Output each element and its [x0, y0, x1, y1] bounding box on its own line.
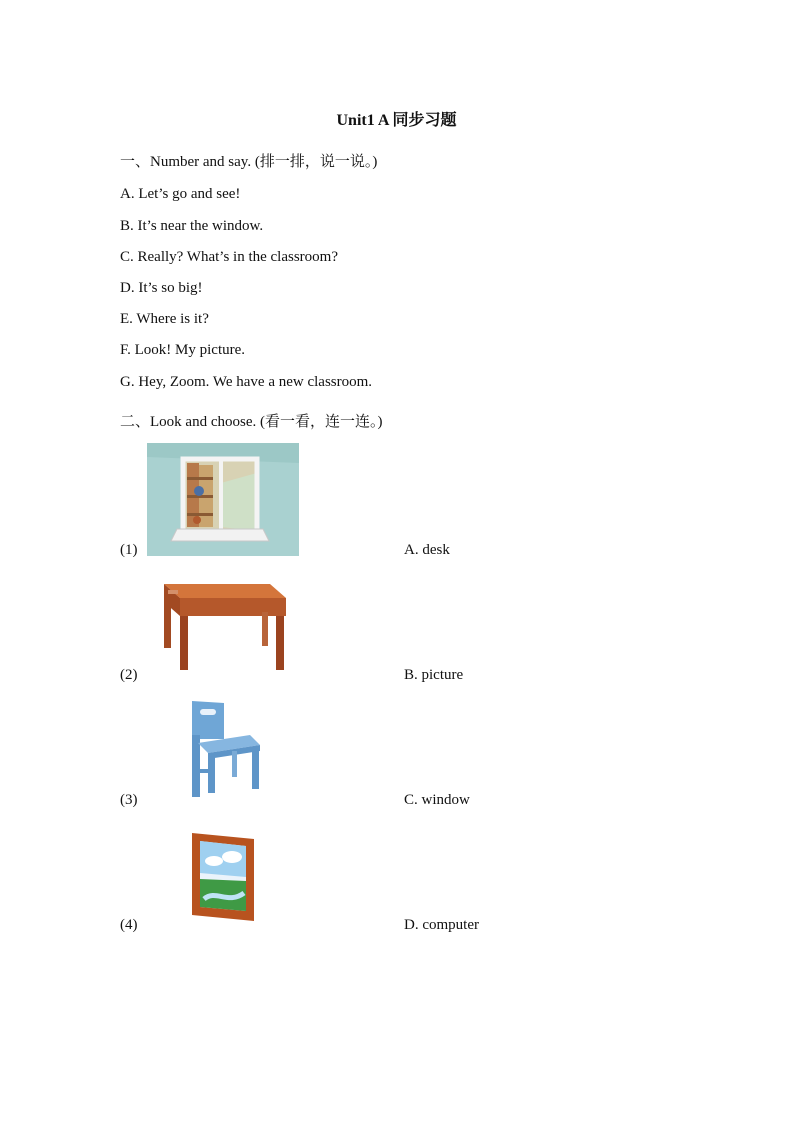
desk-picture — [158, 582, 290, 672]
item-1-number: (1) — [120, 542, 138, 558]
sentence-a: A. Let’s go and see! — [120, 186, 241, 202]
sentence-f: F. Look! My picture. — [120, 342, 246, 358]
item-3-number: (3) — [120, 792, 138, 808]
option-a: A. desk — [404, 542, 450, 558]
option-b: B. picture — [404, 667, 464, 683]
sentence-d: D. It’s so big! — [120, 280, 203, 296]
option-d: D. computer — [404, 917, 479, 933]
section-1-heading: 一、Number and say. (排一排，说一说。) — [120, 154, 378, 170]
option-c: C. window — [404, 792, 470, 808]
sentence-g: G. Hey, Zoom. We have a new classroom. — [120, 374, 373, 390]
page-title: Unit1 A 同步习题 — [336, 112, 457, 129]
sentence-e: E. Where is it? — [120, 311, 209, 327]
sentence-b: B. It’s near the window. — [120, 218, 264, 234]
sentence-c: C. Really? What’s in the classroom? — [120, 249, 339, 265]
section-2-heading: 二、Look and choose. (看一看，连一连。) — [120, 414, 383, 430]
framed-picture — [190, 831, 258, 923]
window-picture — [147, 443, 299, 556]
item-4-number: (4) — [120, 917, 138, 933]
item-2-number: (2) — [120, 667, 138, 683]
chair-picture — [188, 699, 264, 799]
